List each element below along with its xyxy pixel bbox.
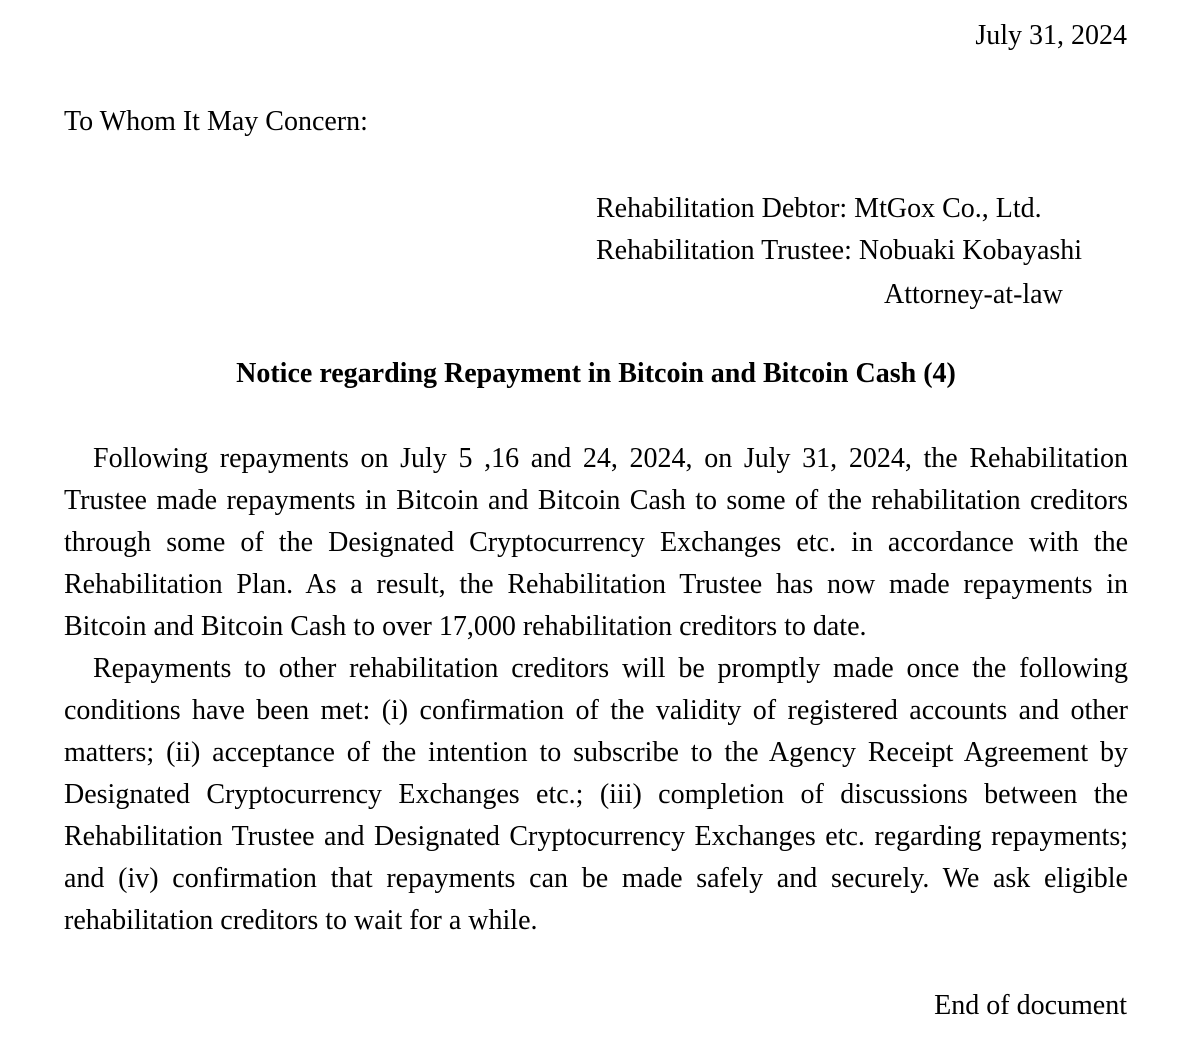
trustee-title: Attorney-at-law xyxy=(884,279,1063,310)
sender-block xyxy=(596,188,1082,318)
salutation: To Whom It May Concern: xyxy=(64,106,368,137)
document-date: July 31, 2024 xyxy=(975,20,1127,51)
paragraph-repayments-made: Following repayments on July 5 ,16 and 24, 2024, on July 31, 2024, the Rehabilitation Trustee made repayments in Bitcoin and Bitcoin Cash to some of the rehabilitation creditors through some of the Designated Cryptocurrency Exchanges etc. in accordance with the Rehabilitation Plan. As a result, the Rehabilitation Trustee has now made repayments in Bitcoin and Bitcoin Cash to over 17,000 rehabilitation creditors to date. xyxy=(64,443,1128,642)
paragraph-conditions: Repayments to other rehabilitation creditors will be promptly made once the following conditions have been met: (i) confirmation of the validity of registered accounts and other matters; (ii) acceptance of the intention to subscribe to the Agency Receipt Agreement by Designated Cryptocurrency Exchanges etc.; (iii) completion of discussions between the Rehabilitation Trustee and Designated Cryptocurrency Exchanges etc. regarding repayments; and (iv) confirmation that repayments can be made safely and securely. We ask eligible rehabilitation creditors to wait for a while. xyxy=(64,653,1128,936)
trustee-line: Rehabilitation Trustee: Nobuaki Kobayashi xyxy=(596,235,1083,266)
debtor-line: Rehabilitation Debtor: MtGox Co., Ltd. xyxy=(596,193,1042,224)
end-of-document: End of document xyxy=(934,990,1127,1021)
notice-body xyxy=(64,438,1128,942)
notice-title: Notice regarding Repayment in Bitcoin and Bitcoin Cash (4) xyxy=(236,358,956,389)
